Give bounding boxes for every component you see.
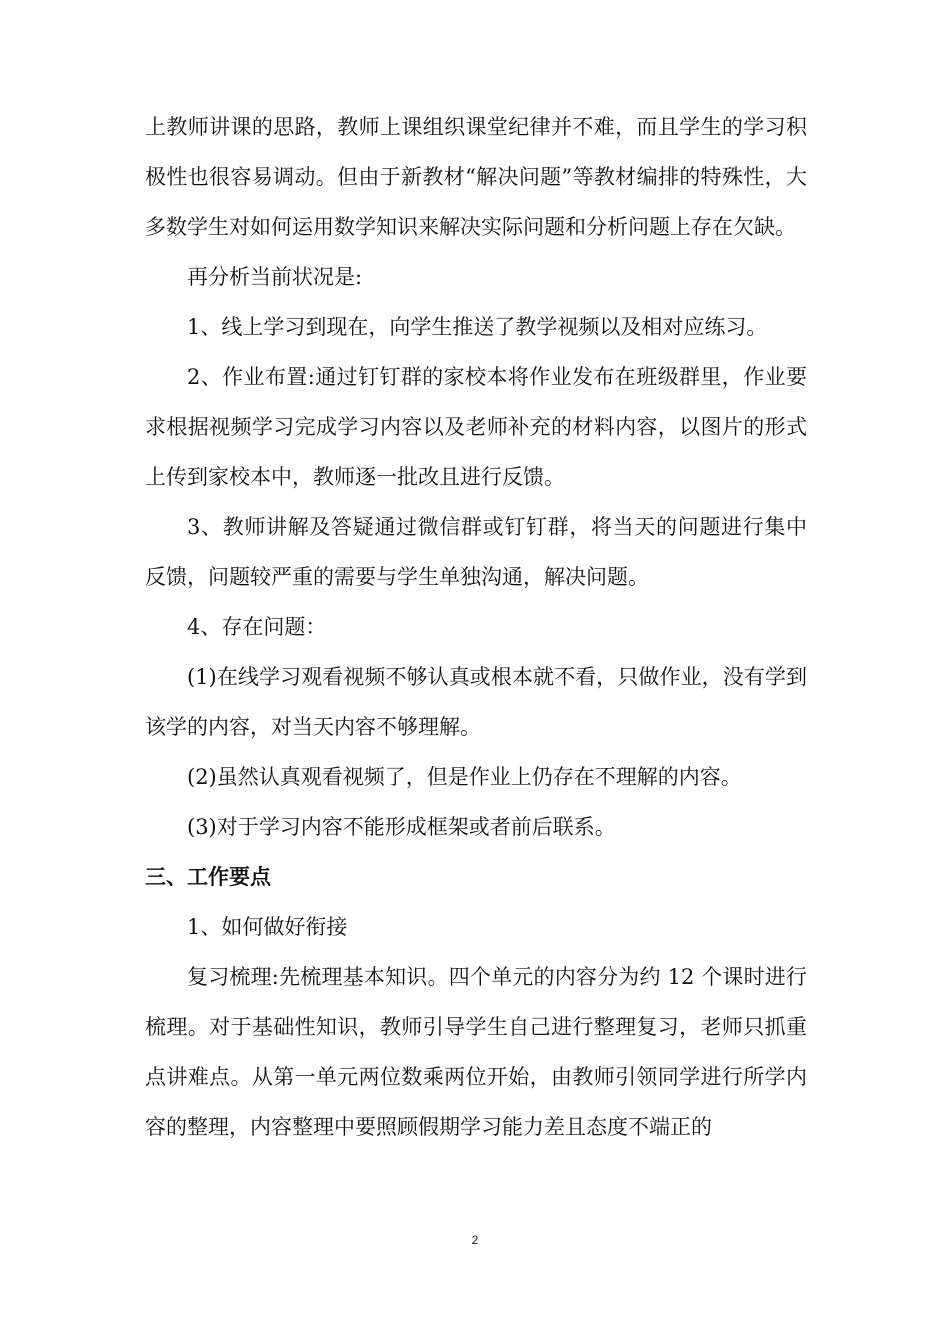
paragraph-current-status-intro: 再分析当前状况是: xyxy=(187,265,363,289)
paragraph-item-4: 4、存在问题： xyxy=(187,615,327,639)
paragraph-context: 上教师讲课的思路，教师上课组织课堂纪律并不难，而且学生的学习积极性也很容易调动。但由于新教材“解决问题”等教材编排的特殊性，大多数学生对如何运用数学知识来解决实际问题和分析问题上存在欠缺。 xyxy=(145,115,807,239)
paragraph-problem-2: (2)虽然认真观看视频了，但是作业上仍存在不理解的内容。 xyxy=(187,765,742,789)
paragraph-item-2: 2、作业布置:通过钉钉群的家校本将作业发布在班级群里，作业要求根据视频学习完成学习内容以及老师补充的材料内容，以图片的形式上传到家校本中，教师逐一批改且进行反馈。 xyxy=(145,365,807,489)
paragraph-problem-1: (1)在线学习观看视频不够认真或根本就不看，只做作业，没有学到该学的内容，对当天内容不够理解。 xyxy=(145,665,807,739)
page-number: 2 xyxy=(471,1233,479,1247)
document-body xyxy=(145,102,807,1152)
paragraph-subheading-transition: 1、如何做好衔接 xyxy=(187,915,348,939)
paragraph-item-3: 3、教师讲解及答疑通过微信群或钉钉群，将当天的问题进行集中反馈，问题较严重的需要与学生单独沟通，解决问题。 xyxy=(145,515,807,589)
paragraph-problem-3: (3)对于学习内容不能形成框架或者前后联系。 xyxy=(187,815,616,839)
paragraph-item-1: 1、线上学习到现在，向学生推送了教学视频以及相对应练习。 xyxy=(187,315,768,339)
paragraph-review-plan: 复习梳理:先梳理基本知识。四个单元的内容分为约 12 个课时进行梳理。对于基础性知识，教师引导学生自己进行整理复习，老师只抓重点讲难点。从第一单元两位数乘两位开始，由教师引领同学进行所学内容的整理，内容整理中要照顾假期学习能力差且态度不端正的 xyxy=(145,965,807,1139)
section-heading: 三、工作要点 xyxy=(145,865,271,889)
